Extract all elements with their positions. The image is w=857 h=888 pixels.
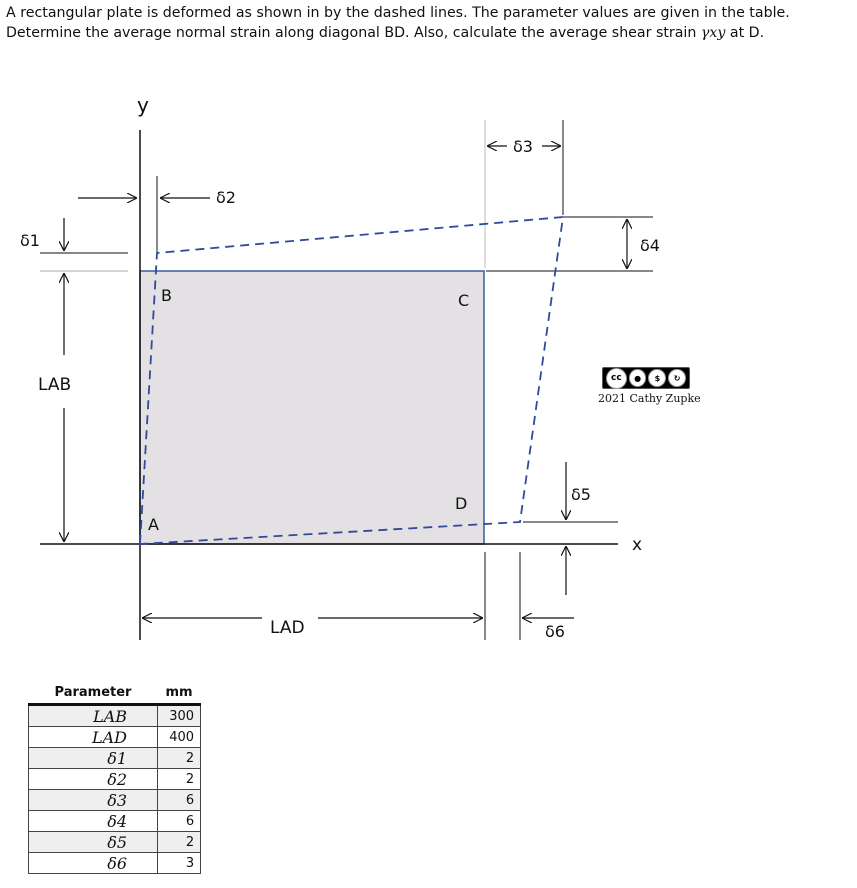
parameter-name: δ2 <box>29 769 158 790</box>
parameter-name: LAB <box>29 705 158 727</box>
parameter-table <box>28 681 201 874</box>
delta1-label: δ1 <box>20 231 40 250</box>
parameter-value: 2 <box>158 769 201 790</box>
parameter-name: δ5 <box>29 832 158 853</box>
undeformed-plate <box>140 271 484 544</box>
table-row <box>29 853 201 874</box>
cc-icon: cc <box>606 368 627 389</box>
parameter-header: Parameter <box>29 681 158 705</box>
lad-label: LAD <box>270 618 305 638</box>
x-axis-label: x <box>632 535 643 555</box>
license-credit: 2021 Cathy Zupke <box>598 392 701 405</box>
parameter-value: 3 <box>158 853 201 874</box>
unit-header: mm <box>158 681 201 705</box>
parameter-name: δ3 <box>29 790 158 811</box>
corner-a-label: A <box>148 515 159 534</box>
delta4-label: δ4 <box>640 236 660 255</box>
parameter-value: 300 <box>158 705 201 727</box>
table-row <box>29 727 201 748</box>
cc-license-badge <box>602 367 690 389</box>
problem-text-before: A rectangular plate is deformed as shown in by the dashed lines. The parameter values are given in the table. Determine the average normal strain along diagonal BD. Also, calculate the average shear strain <box>6 5 790 41</box>
corner-b-label: B <box>161 286 172 305</box>
problem-text-after: at D. <box>725 24 765 41</box>
parameter-value: 6 <box>158 790 201 811</box>
parameter-name: δ4 <box>29 811 158 832</box>
delta5-label: δ5 <box>571 485 591 504</box>
table-row <box>29 811 201 832</box>
table-row <box>29 832 201 853</box>
parameter-name: δ6 <box>29 853 158 874</box>
delta2-label: δ2 <box>216 188 236 207</box>
delta6-label: δ6 <box>545 622 565 641</box>
attribution-icon: ● <box>629 369 647 387</box>
cc-license <box>598 367 701 405</box>
gamma-xy-symbol: γxy <box>700 24 726 41</box>
delta3-label: δ3 <box>513 137 533 156</box>
lab-label: LAB <box>38 375 72 395</box>
corner-d-label: D <box>455 494 468 513</box>
table-row <box>29 769 201 790</box>
parameter-name: δ1 <box>29 748 158 769</box>
table-row <box>29 748 201 769</box>
corner-c-label: C <box>458 291 470 310</box>
parameter-value: 2 <box>158 832 201 853</box>
parameter-name: LAD <box>29 727 158 748</box>
parameter-value: 400 <box>158 727 201 748</box>
y-axis-label: y <box>137 93 149 117</box>
table-row <box>29 705 201 727</box>
parameter-value: 6 <box>158 811 201 832</box>
parameter-value: 2 <box>158 748 201 769</box>
sharealike-icon: ↻ <box>668 369 686 387</box>
noncommercial-icon: $ <box>648 369 666 387</box>
table-row <box>29 790 201 811</box>
